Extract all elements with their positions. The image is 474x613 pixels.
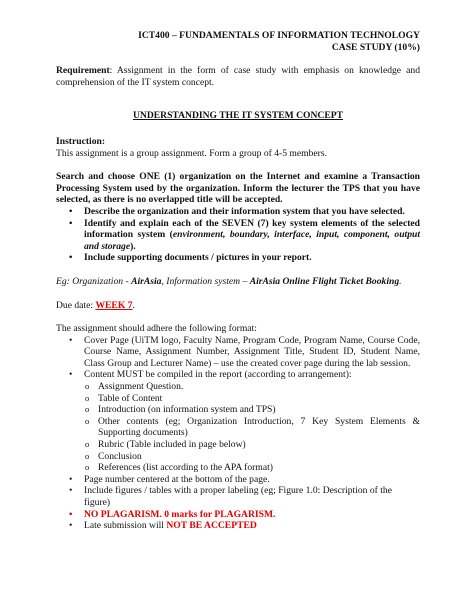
format-list xyxy=(56,335,420,381)
format-item-plagiarism: • NO PLAGARISM. 0 marks for PLAGARISM. xyxy=(56,509,420,521)
content-subitem: o References (list according to the APA format) xyxy=(56,462,420,474)
format-list-continued xyxy=(56,474,420,532)
format-item-figures: • Include figures / tables with a proper labeling (eg; Figure 1.0: Description of the figure) xyxy=(56,485,420,508)
example-line xyxy=(56,276,420,288)
task-item-elements: environment, boundary, interface, input, component, output and storage xyxy=(84,229,420,252)
section-heading: UNDERSTANDING THE IT SYSTEM CONCEPT xyxy=(132,110,344,122)
example-org: AirAsia xyxy=(131,275,162,287)
format-item-cover: • Cover Page (UiTM logo, Faculty Name, Program Code, Program Name, Course Code, Course Name, Assignment Number, Assignment Title, Student ID, Student Name, Class Group and Lecturer Name) – use the created cover page during the lab session. xyxy=(56,335,420,370)
due-date-line xyxy=(56,300,420,312)
format-intro: The assignment should adhere the following format: xyxy=(56,323,257,335)
requirement-paragraph xyxy=(56,65,420,88)
course-title: ICT400 – FUNDAMENTALS OF INFORMATION TECHNOLOGY xyxy=(138,30,420,41)
example-system: AirAsia Online Flight Ticket Booking xyxy=(249,275,400,287)
instruction-text: This assignment is a group assignment. Form a group of 4-5 members. xyxy=(56,147,327,159)
task-item: • Include supporting documents / pictures in your report. xyxy=(56,252,420,264)
content-subitem: o Table of Content xyxy=(56,393,420,405)
late-warning: NOT BE ACCEPTED xyxy=(166,520,257,532)
due-date-value: WEEK 7 xyxy=(95,299,133,311)
due-date-end: . xyxy=(132,299,135,311)
content-sublist xyxy=(56,381,420,474)
format-item-content xyxy=(56,369,420,381)
content-subitem: o Other contents (eg; Organization Introduction, 7 Key System Elements & Supporting documents) xyxy=(56,416,420,439)
example-mid: , Information system – xyxy=(161,275,250,287)
format-item-content-text: Content MUST be compiled in the report (according to arrangement): xyxy=(84,369,352,381)
task-list xyxy=(56,206,420,264)
late-text: Late submission will xyxy=(84,520,167,532)
due-date-label: Due date: xyxy=(56,299,96,311)
format-item-late xyxy=(56,520,420,532)
case-study-weight: CASE STUDY (10%) xyxy=(331,41,420,53)
example-prefix: Eg: Organization - xyxy=(56,275,132,287)
task-item-text: Identify and explain each of the SEVEN (7) key system elements of the selected information system ( xyxy=(84,217,420,241)
search-paragraph: Search and choose ONE (1) organization on the Internet and examine a Transaction Processing System used by the organization. Inform the lecturer the TPS that you have selected, as there is no overlapped title will be accepted. xyxy=(56,171,420,206)
task-item xyxy=(56,218,420,253)
task-item: • Describe the organization and their information system that you have selected. xyxy=(56,206,420,218)
task-item-end: ). xyxy=(130,240,136,252)
content-subitem: o Assignment Question. xyxy=(56,381,420,393)
content-subitem: o Rubric (Table included in page below) xyxy=(56,439,420,451)
content-subitem: o Introduction (on information system and TPS) xyxy=(56,404,420,416)
requirement-label: Requirement xyxy=(56,65,110,77)
example-end: . xyxy=(399,275,402,287)
requirement-text: : Assignment in the form of case study with emphasis on knowledge and comprehension of the IT system concept. xyxy=(56,65,420,88)
instruction-label: Instruction: xyxy=(56,135,106,147)
content-subitem: o Conclusion xyxy=(56,451,420,463)
format-item-page-number: • Page number centered at the bottom of the page. xyxy=(56,474,420,486)
